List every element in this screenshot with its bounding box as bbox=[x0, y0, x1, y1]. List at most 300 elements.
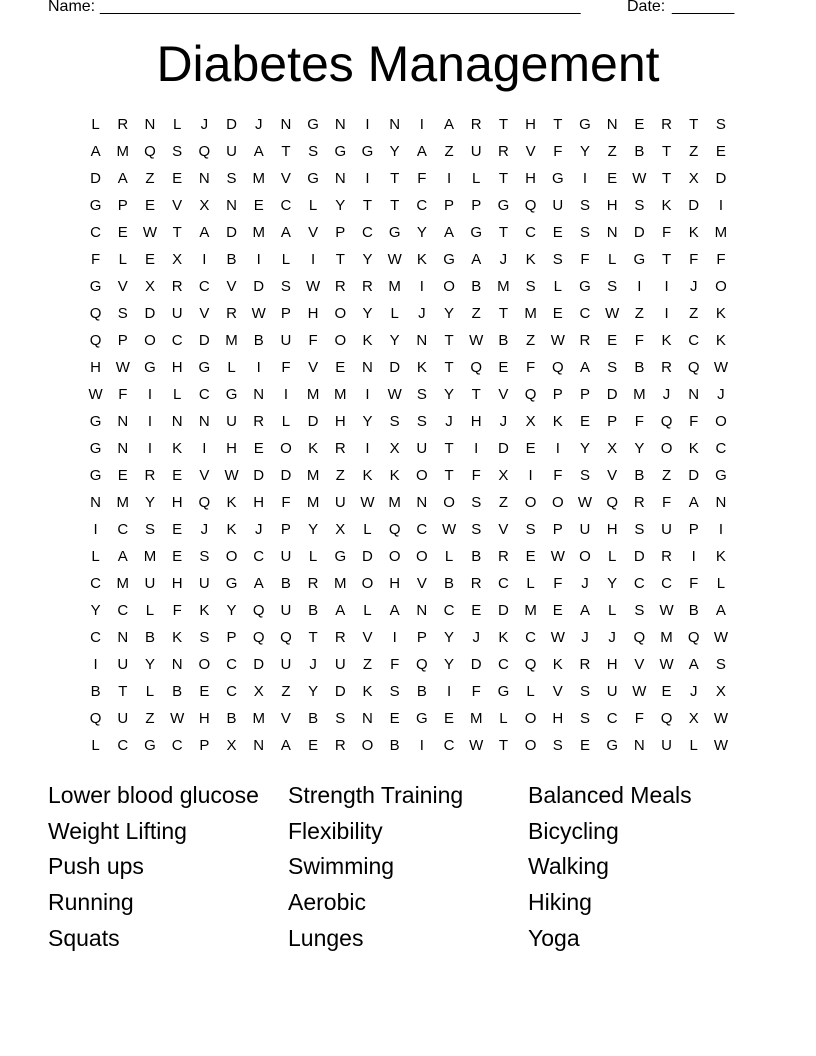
grid-letter: T bbox=[118, 683, 128, 701]
grid-letter: T bbox=[390, 170, 400, 188]
grid-letter: F bbox=[634, 710, 644, 728]
grid-letter: O bbox=[715, 278, 727, 296]
grid-letter: S bbox=[335, 710, 346, 728]
grid-letter: U bbox=[416, 440, 428, 458]
grid-letter: Q bbox=[606, 494, 618, 512]
grid-letter: F bbox=[689, 575, 699, 593]
grid-letter: D bbox=[226, 116, 237, 133]
grid-letter: N bbox=[606, 116, 618, 133]
grid-letter: C bbox=[497, 656, 509, 674]
grid-letter: X bbox=[144, 278, 155, 296]
grid-letter: P bbox=[199, 737, 210, 755]
grid-letter: A bbox=[579, 602, 590, 620]
grid-letter: Q bbox=[470, 359, 483, 377]
grid-letter: U bbox=[661, 521, 672, 539]
grid-letter: K bbox=[715, 332, 726, 350]
grid-letter: N bbox=[117, 629, 129, 647]
grid-letter: K bbox=[416, 359, 427, 377]
grid-letter: Q bbox=[252, 629, 265, 647]
name-blank-line: ______________________________________________________ bbox=[100, 0, 581, 15]
grid-letter: I bbox=[664, 305, 669, 323]
grid-letter: D bbox=[198, 332, 210, 350]
grid-letter: C bbox=[226, 683, 237, 701]
grid-letter: C bbox=[661, 575, 672, 593]
grid-letter: L bbox=[227, 359, 236, 377]
grid-letter: R bbox=[579, 332, 591, 350]
grid-letter: S bbox=[416, 386, 427, 404]
grid-letter: P bbox=[552, 521, 563, 539]
grid-letter: Q bbox=[198, 494, 211, 512]
grid-letter: O bbox=[334, 305, 347, 323]
grid-letter: N bbox=[171, 413, 183, 431]
grid-letter: X bbox=[525, 413, 536, 431]
grid-letter: Y bbox=[362, 413, 373, 431]
grid-letter: D bbox=[362, 548, 373, 566]
grid-letter: W bbox=[387, 386, 402, 404]
grid-letter: E bbox=[172, 467, 183, 485]
grid-letter: H bbox=[606, 197, 618, 215]
grid-letter: F bbox=[91, 251, 101, 269]
grid-letter: C bbox=[253, 548, 265, 566]
grid-letter: S bbox=[226, 170, 237, 188]
grid-letter: T bbox=[553, 116, 563, 133]
grid-letter: F bbox=[390, 656, 400, 674]
grid-letter: H bbox=[606, 521, 618, 539]
grid-letter: B bbox=[308, 602, 319, 620]
grid-letter: M bbox=[388, 278, 401, 296]
grid-letter: J bbox=[581, 575, 589, 593]
grid-letter: Q bbox=[144, 143, 156, 161]
grid-letter: I bbox=[256, 359, 261, 377]
grid-letter: J bbox=[689, 683, 698, 701]
grid-letter: O bbox=[225, 548, 238, 566]
grid-letter: R bbox=[117, 116, 129, 133]
grid-letter: L bbox=[390, 305, 399, 323]
grid-letter: W bbox=[713, 359, 728, 377]
grid-letter: B bbox=[634, 467, 645, 485]
grid-letter: L bbox=[91, 548, 100, 566]
grid-letter: L bbox=[472, 170, 481, 188]
grid-letter: Q bbox=[687, 629, 700, 647]
grid-letter: F bbox=[172, 602, 182, 620]
grid-letter: S bbox=[579, 197, 590, 215]
grid-letter: V bbox=[308, 224, 319, 242]
grid-letter: G bbox=[198, 359, 211, 377]
grid-letter: I bbox=[528, 467, 533, 485]
grid-letter: V bbox=[226, 278, 237, 296]
grid-letter: T bbox=[444, 332, 454, 350]
grid-letter: L bbox=[281, 413, 291, 431]
grid-letter: C bbox=[443, 737, 455, 755]
grid-letter: R bbox=[497, 143, 509, 161]
grid-letter: W bbox=[550, 629, 565, 647]
grid-letter: L bbox=[308, 197, 318, 215]
grid-letter: K bbox=[172, 629, 183, 647]
grid-letter: I bbox=[446, 170, 452, 188]
grid-letter: C bbox=[198, 386, 210, 404]
grid-letter: Z bbox=[607, 143, 617, 161]
grid-letter: V bbox=[498, 521, 509, 539]
grid-letter: C bbox=[606, 710, 618, 728]
grid-letter: G bbox=[416, 710, 428, 728]
grid-letter: J bbox=[717, 386, 725, 404]
grid-letter: C bbox=[362, 224, 373, 242]
grid-letter: Q bbox=[660, 413, 673, 431]
grid-letter: N bbox=[171, 656, 183, 674]
grid-letter: G bbox=[89, 278, 102, 296]
grid-letter: M bbox=[633, 386, 646, 404]
grid-letter: M bbox=[252, 170, 265, 188]
grid-letter: N bbox=[715, 494, 727, 512]
grid-letter: P bbox=[335, 224, 346, 242]
grid-letter: J bbox=[254, 116, 263, 133]
grid-letter: L bbox=[526, 575, 535, 593]
grid-letter: C bbox=[117, 737, 129, 755]
grid-letter: J bbox=[309, 656, 317, 674]
grid-letter: F bbox=[553, 575, 563, 593]
page-title: Diabetes Management bbox=[156, 36, 660, 92]
grid-letter: V bbox=[117, 278, 128, 296]
grid-letter: B bbox=[416, 683, 427, 701]
grid-letter: I bbox=[718, 197, 723, 215]
grid-letter: K bbox=[389, 467, 400, 485]
grid-letter: O bbox=[551, 494, 564, 512]
word-list-item: Walking bbox=[528, 853, 609, 880]
grid-letter: G bbox=[606, 737, 618, 755]
grid-letter: N bbox=[633, 737, 645, 755]
grid-letter: N bbox=[90, 494, 102, 512]
grid-letter: E bbox=[117, 224, 128, 242]
grid-letter: C bbox=[633, 575, 645, 593]
grid-letter: G bbox=[633, 251, 646, 269]
grid-letter: I bbox=[93, 521, 98, 539]
grid-letter: Z bbox=[498, 494, 508, 512]
grid-letter: W bbox=[605, 305, 620, 323]
grid-letter: O bbox=[416, 548, 428, 566]
grid-letter: G bbox=[551, 170, 564, 188]
grid-letter: Q bbox=[660, 710, 673, 728]
grid-letter: X bbox=[688, 710, 699, 728]
grid-letter: D bbox=[226, 224, 237, 242]
grid-letter: S bbox=[117, 305, 128, 323]
grid-letter: Y bbox=[226, 602, 237, 620]
grid-letter: H bbox=[525, 170, 537, 188]
grid-letter: V bbox=[199, 305, 210, 323]
grid-letter: A bbox=[90, 143, 101, 161]
grid-letter: U bbox=[226, 413, 237, 431]
grid-letter: H bbox=[470, 413, 482, 431]
grid-letter: E bbox=[525, 440, 536, 458]
grid-letter: O bbox=[144, 332, 156, 350]
grid-letter: B bbox=[389, 737, 400, 755]
grid-letter: F bbox=[716, 251, 726, 269]
grid-letter: O bbox=[579, 548, 591, 566]
date-blank-line: _______ bbox=[672, 0, 735, 15]
grid-letter: R bbox=[633, 494, 645, 512]
grid-letter: O bbox=[361, 575, 374, 593]
grid-letter: D bbox=[90, 170, 102, 188]
grid-letter: R bbox=[334, 737, 346, 755]
grid-letter: Y bbox=[144, 656, 155, 674]
grid-letter: Y bbox=[444, 629, 455, 647]
word-list-item: Aerobic bbox=[288, 889, 366, 916]
grid-letter: N bbox=[253, 386, 265, 404]
grid-letter: S bbox=[715, 116, 726, 133]
grid-letter: W bbox=[387, 251, 402, 269]
grid-letter: C bbox=[117, 602, 129, 620]
grid-letter: D bbox=[307, 413, 319, 431]
grid-letter: W bbox=[632, 683, 647, 701]
grid-letter: D bbox=[280, 467, 292, 485]
grid-letter: L bbox=[499, 710, 508, 728]
grid-letter: T bbox=[661, 251, 672, 269]
grid-letter: X bbox=[607, 440, 618, 458]
grid-letter: M bbox=[524, 602, 537, 620]
grid-letter: Y bbox=[389, 332, 400, 350]
grid-letter: M bbox=[225, 332, 238, 350]
grid-letter: P bbox=[117, 197, 128, 215]
grid-letter: T bbox=[390, 197, 400, 215]
grid-letter: I bbox=[202, 251, 207, 269]
grid-letter: H bbox=[90, 359, 102, 377]
grid-letter: P bbox=[688, 521, 699, 539]
grid-letter: J bbox=[445, 413, 453, 431]
grid-letter: C bbox=[715, 440, 727, 458]
grid-letter: L bbox=[607, 602, 617, 620]
grid-letter: U bbox=[280, 656, 292, 674]
grid-letter: Q bbox=[89, 305, 102, 323]
grid-letter: T bbox=[444, 359, 454, 377]
grid-letter: D bbox=[497, 602, 509, 620]
grid-letter: F bbox=[634, 332, 644, 350]
word-list-item: Running bbox=[48, 889, 134, 916]
grid-letter: I bbox=[311, 251, 316, 269]
grid-letter: G bbox=[579, 116, 591, 133]
grid-letter: A bbox=[253, 575, 264, 593]
grid-letter: E bbox=[172, 521, 183, 539]
grid-letter: L bbox=[689, 737, 698, 755]
grid-letter: Q bbox=[416, 656, 428, 674]
grid-letter: F bbox=[308, 332, 318, 350]
grid-letter: I bbox=[392, 629, 397, 647]
grid-letter: B bbox=[172, 683, 183, 701]
grid-letter: A bbox=[389, 602, 400, 620]
grid-letter: K bbox=[661, 197, 672, 215]
grid-letter: D bbox=[253, 467, 265, 485]
grid-letter: J bbox=[662, 386, 671, 404]
grid-letter: E bbox=[661, 683, 672, 701]
grid-letter: O bbox=[280, 440, 292, 458]
grid-letter: G bbox=[225, 575, 238, 593]
grid-letter: A bbox=[253, 143, 264, 161]
grid-letter: Z bbox=[281, 683, 291, 701]
grid-letter: S bbox=[579, 710, 590, 728]
grid-letter: O bbox=[361, 737, 374, 755]
grid-letter: U bbox=[280, 548, 292, 566]
grid-letter: E bbox=[525, 548, 536, 566]
grid-letter: A bbox=[117, 170, 128, 188]
grid-letter: N bbox=[362, 710, 373, 728]
grid-letter: O bbox=[443, 494, 455, 512]
grid-letter: V bbox=[362, 629, 373, 647]
grid-letter: I bbox=[555, 440, 560, 458]
grid-letter: E bbox=[444, 710, 455, 728]
grid-letter: F bbox=[689, 413, 699, 431]
grid-letter: F bbox=[580, 251, 590, 269]
grid-letter: R bbox=[661, 116, 672, 133]
grid-letter: Q bbox=[198, 143, 211, 161]
grid-letter: E bbox=[144, 197, 155, 215]
grid-letter: Q bbox=[89, 710, 102, 728]
letter-grid bbox=[82, 111, 740, 759]
grid-letter: A bbox=[416, 143, 427, 161]
grid-letter: S bbox=[199, 548, 210, 566]
grid-letter: U bbox=[117, 656, 129, 674]
grid-letter: E bbox=[172, 170, 183, 188]
grid-letter: F bbox=[661, 494, 672, 512]
grid-letter: P bbox=[280, 521, 291, 539]
grid-letter: A bbox=[579, 359, 590, 377]
grid-letter: L bbox=[172, 386, 182, 404]
grid-letter: X bbox=[498, 467, 509, 485]
grid-letter: S bbox=[199, 629, 210, 647]
grid-letter: N bbox=[416, 332, 428, 350]
grid-letter: Y bbox=[90, 602, 101, 620]
grid-letter: N bbox=[416, 602, 428, 620]
grid-letter: N bbox=[334, 170, 346, 188]
grid-letter: B bbox=[688, 602, 699, 620]
grid-letter: L bbox=[607, 251, 617, 269]
grid-letter: L bbox=[172, 116, 182, 133]
grid-letter: T bbox=[498, 737, 508, 755]
grid-letter: B bbox=[280, 575, 291, 593]
grid-letter: B bbox=[471, 548, 482, 566]
grid-letter: Z bbox=[526, 332, 536, 350]
grid-letter: H bbox=[334, 413, 346, 431]
grid-letter: T bbox=[281, 143, 291, 161]
grid-letter: Z bbox=[362, 656, 373, 674]
grid-letter: K bbox=[552, 656, 563, 674]
grid-letter: M bbox=[497, 278, 510, 296]
grid-letter: F bbox=[471, 467, 481, 485]
date-label: Date: bbox=[627, 0, 666, 15]
grid-letter: R bbox=[334, 440, 346, 458]
grid-letter: Y bbox=[144, 494, 155, 512]
grid-letter: Y bbox=[335, 197, 346, 215]
grid-letter: H bbox=[171, 359, 183, 377]
grid-letter: Y bbox=[308, 521, 319, 539]
grid-letter: I bbox=[147, 386, 153, 404]
grid-letter: L bbox=[716, 575, 726, 593]
word-list-item: Flexibility bbox=[288, 817, 383, 844]
grid-letter: N bbox=[606, 224, 618, 242]
grid-letter: A bbox=[688, 656, 699, 674]
grid-letter: W bbox=[441, 521, 457, 539]
grid-letter: L bbox=[118, 251, 127, 269]
grid-letter: N bbox=[144, 116, 156, 133]
grid-letter: S bbox=[280, 278, 291, 296]
grid-letter: K bbox=[661, 332, 672, 350]
grid-letter: V bbox=[498, 386, 509, 404]
grid-letter: L bbox=[553, 278, 562, 296]
grid-letter: W bbox=[713, 710, 728, 728]
grid-letter: L bbox=[444, 548, 454, 566]
grid-letter: G bbox=[144, 359, 156, 377]
grid-letter: Z bbox=[661, 467, 672, 485]
grid-letter: T bbox=[498, 170, 508, 188]
grid-letter: U bbox=[334, 656, 346, 674]
grid-letter: D bbox=[144, 305, 156, 323]
grid-letter: S bbox=[416, 413, 427, 431]
grid-letter: L bbox=[526, 683, 535, 701]
word-list-item: Hiking bbox=[528, 889, 592, 916]
grid-letter: E bbox=[579, 737, 590, 755]
grid-letter: I bbox=[365, 440, 370, 458]
grid-letter: F bbox=[553, 467, 563, 485]
grid-letter: W bbox=[550, 548, 565, 566]
grid-letter: N bbox=[334, 116, 346, 133]
grid-letter: R bbox=[661, 548, 672, 566]
grid-letter: U bbox=[579, 521, 591, 539]
grid-letter: T bbox=[471, 386, 481, 404]
grid-letter: B bbox=[634, 359, 645, 377]
grid-letter: G bbox=[443, 251, 455, 269]
grid-letter: D bbox=[606, 386, 618, 404]
grid-letter: I bbox=[582, 170, 588, 188]
grid-letter: E bbox=[579, 413, 590, 431]
grid-letter: L bbox=[145, 602, 155, 620]
grid-letter: J bbox=[499, 413, 508, 431]
grid-letter: Y bbox=[607, 575, 618, 593]
grid-letter: U bbox=[198, 575, 210, 593]
grid-letter: S bbox=[471, 494, 482, 512]
grid-letter: K bbox=[199, 602, 210, 620]
grid-letter: G bbox=[715, 467, 727, 485]
grid-letter: S bbox=[144, 521, 155, 539]
grid-letter: B bbox=[226, 710, 237, 728]
grid-letter: V bbox=[280, 710, 291, 728]
grid-letter: O bbox=[660, 440, 673, 458]
word-list-item: Balanced Meals bbox=[528, 782, 692, 808]
grid-letter: E bbox=[253, 197, 264, 215]
grid-letter: I bbox=[419, 278, 424, 296]
grid-letter: V bbox=[607, 467, 618, 485]
grid-letter: B bbox=[253, 332, 264, 350]
grid-letter: K bbox=[715, 548, 726, 566]
grid-letter: M bbox=[116, 143, 130, 161]
grid-letter: T bbox=[335, 251, 345, 269]
grid-letter: M bbox=[524, 305, 537, 323]
grid-letter: Z bbox=[145, 710, 155, 728]
grid-letter: G bbox=[470, 224, 483, 242]
grid-letter: Q bbox=[280, 629, 292, 647]
grid-letter: U bbox=[280, 602, 292, 620]
grid-letter: X bbox=[226, 737, 237, 755]
grid-letter: M bbox=[116, 575, 130, 593]
grid-letter: B bbox=[90, 683, 101, 701]
grid-letter: V bbox=[525, 143, 536, 161]
grid-letter: C bbox=[416, 197, 428, 215]
grid-letter: X bbox=[715, 683, 726, 701]
grid-letter: S bbox=[579, 683, 590, 701]
grid-letter: X bbox=[688, 170, 699, 188]
grid-letter: P bbox=[117, 332, 128, 350]
grid-letter: J bbox=[200, 116, 209, 133]
grid-letter: S bbox=[607, 359, 618, 377]
grid-letter: S bbox=[634, 602, 645, 620]
grid-letter: U bbox=[280, 332, 292, 350]
grid-letter: N bbox=[117, 440, 129, 458]
